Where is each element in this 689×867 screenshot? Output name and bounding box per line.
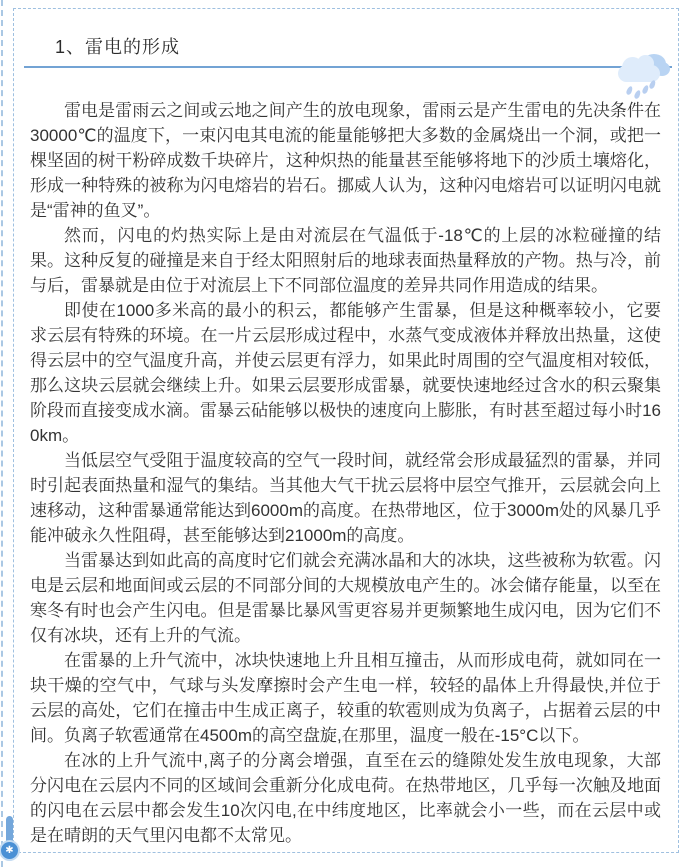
outer-edge-dashed-line bbox=[1, 0, 3, 867]
body-paragraph: 然而，闪电的灼热实际上是由对流层在气温低于-18℃的上层的冰粒碰撞的结果。这种反复的碰撞是来自于经太阳照射后的地球表面热量释放的产物。热与冷，前与后，雷暴就是由位于对流层上下不同部位温度的差异共同作用造成的结果。 bbox=[30, 226, 661, 295]
body-paragraph: 在冰的上升气流中,离子的分离会增强，直至在云的缝隙处发生放电现象，大部分闪电在云层内不同的区域间会重新分化成电荷。在热带地区，几乎每一次触及地面的闪电在云层中都会发生10次闪电,在中纬度地区，比率就会小一些，而在云层中或是在晴朗的天气里闪电都不太常见。 bbox=[30, 751, 661, 845]
body-paragraph: 在雷暴的上升气流中，冰块快速地上升且相互撞击，从而形成电荷，就如同在一块干燥的空气中，气球与头发摩擦时会产生电一样，较轻的晶体上升得最快,并位于云层的高处，它们在撞击中生成正离子，较重的软雹则成为负离子，占据着云层的中间。负离子软雹通常在4500m的高空盘旋,在那里，温度一般在-15°C以下。 bbox=[30, 651, 661, 745]
cloud-front-shape bbox=[637, 55, 654, 72]
body-paragraph: 雷电是雷雨云之间或云地之间产生的放电现象，雷雨云是产生雷电的先决条件在30000℃的温度下，一束闪电其电流的能量能够把大多数的金属烧出一个洞，或把一棵坚固的树干粉碎成数千块碎片，这种炽热的能量甚至能够将地下的沙质土壤熔化，形成一种特殊的被称为闪电熔岩的岩石。挪威人认为，这种闪电熔岩可以证明闪电就是“雷神的鱼叉”。 bbox=[30, 101, 661, 220]
snowflake-glyph: ✱ bbox=[5, 844, 14, 856]
thermometer-snowflake-icon bbox=[1, 816, 21, 862]
document-body bbox=[30, 98, 661, 848]
body-paragraph: 当雷暴达到如此高的高度时它们就会充满冰晶和大的冰块，这些被称为软雹。闪电是云层和地面间或云层的不同部分间的大规模放电产生的。冰会储存能量，以至在寒冬有时也会产生闪电。但是雷暴比暴风雪更容易并更频繁地生成闪电，因为它们不仅有冰块，还有上升的气流。 bbox=[30, 551, 661, 645]
body-paragraph: 当低层空气受阻于温度较高的空气一段时间，就经常会形成最猛烈的雷暴，并同时引起表面热量和湿气的集结。当其他大气干扰云层将中层空气推开，云层就会向上速移动，这种雷暴通常能达到6000m的高度。在热带地区，位于3000m处的风暴几乎能冲破永久性阻碍，甚至能够达到21000m的高度。 bbox=[30, 451, 661, 545]
rain-drop-icon bbox=[625, 85, 633, 95]
body-paragraph: 即使在1000多米高的最小的积云，都能够产生雷暴，但是这种概率较小，它要求云层有特殊的环境。在一片云层形成过程中，水蒸气变成液体并释放出热量，这使得云层中的空气温度升高，并使云层更有浮力，如果此时周围的空气温度相对较低，那么这块云层就会继续上升。如果云层要形成雷暴，就要快速地经过含水的积云聚集阶段而直接变成水滴。雷暴云砧能够以极快的速度向上膨胀，有时甚至超过每小时160km。 bbox=[30, 301, 661, 445]
section-heading: 1、雷电的形成 bbox=[55, 37, 181, 57]
heading-underline bbox=[24, 66, 672, 68]
rain-cloud-icon bbox=[616, 52, 672, 96]
thermometer-stem-shape bbox=[6, 816, 13, 844]
thermometer-bulb-shape bbox=[1, 842, 18, 859]
